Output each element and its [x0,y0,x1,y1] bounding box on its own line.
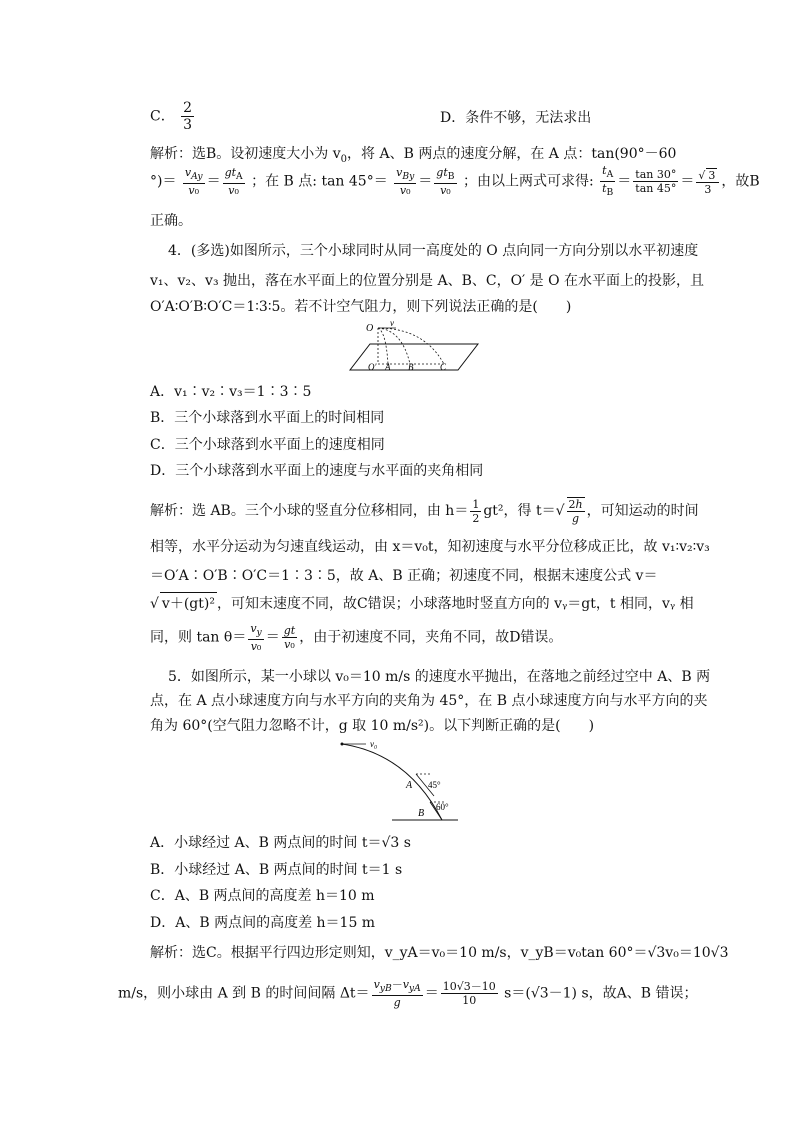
q4-answer-line2: 相等，水平分运动为匀速直线运动，由 x＝v₀t，知初速度与水平分位移成正比，故 v₁∶v₂∶v₃ [150,539,710,555]
q3-answer-line2: °)＝ $\frac{v_{Ay}}{\text{v₀}}$ ＝ $\frac{gt_A}{\text{v₀}}$ ；在 B 点: tan 45°＝ $\frac{v_{By}}{\text{v₀}}$ ＝ $\frac{gt_B}{\text{v₀}}$ ；由以上两式可求得: $\frac{t_A}{t_B}$ ＝ $\frac{\tan 30^\circ}{\tan 45^\circ}$ ＝ $\frac{√ 3}{3}$ ，故B [150,164,760,199]
q5-label-60: 60° [436,802,449,812]
q4-option-b: B．三个小球落到水平面上的时间相同 [150,410,385,426]
q5-figure [330,738,470,826]
q4-trajectory-b [378,328,410,364]
q3-answer-line3: 正确。 [150,213,192,229]
q5-stem-line1: 5．如图所示，某一小球以 v₀＝10 m/s 的速度水平抛出，在落地之前经过空中 A、B 两 [168,669,711,685]
q5-option-c: C．A、B 两点间的高度差 h＝10 m [150,888,375,904]
q5-answer-line1: 解析：选C。根据平行四边形定则知，v_yA＝v₀＝10 m/s，v_yB＝v₀tan 60°＝√3v₀＝10√3 [150,945,729,961]
q4-answer-line1: 解析：选 AB。三个小球的竖直分位移相同，由 h＝ $\frac{1}{2}$ gt²，得 t＝√ $\frac{2h}{g}$ ，可知运动的时间 [150,497,699,525]
q5-label-v0: v₀ [370,739,378,749]
q5-option-a: A．小球经过 A、B 两点间的时间 t＝√3 s [150,835,411,851]
q4-stem-line3: O′A∶O′B∶O′C＝1∶3∶5。若不计空气阻力，则下列说法正确的是( ) [150,299,572,315]
q4-label-a: A [385,362,391,372]
q3-option-c-fraction: $\frac{2}{3}$ [183,100,193,133]
q4-answer-line5: 同，则 tan θ＝ $\frac{v_y}{\text{v₀}}$ ＝ $\frac{gt}{\text{v₀}}$ ，由于初速度不同，夹角不同，故D错误。 [150,622,563,654]
q5-answer-line2: m/s，则小球由 A 到 B 的时间间隔 Δt＝ $\frac{v_{yB}-v_{yA}}{g}$ ＝ $\frac{10√3-10}{10}$ s＝(√3－1) s，故A、B 错误； [118,978,698,1010]
q4-option-d: D．三个小球落到水平面上的速度与水平面的夹角相同 [150,463,484,479]
q4-label-b: B [408,362,414,372]
q5-stem-line3: 角为 60°(空气阻力忽略不计，g 取 10 m/s²)。以下判断正确的是( ) [150,718,595,734]
q4-answer-line4: √ v＋(gt)² ，可知末速度不同，故C错误；小球落地时竖直方向的 vᵧ＝gt，t 相同，vᵧ 相 [150,592,694,613]
q4-label-oprime: O′ [368,362,377,372]
q5-trajectory [342,744,442,820]
q5-label-b: B [418,808,425,819]
q4-trajectory-a [378,328,388,364]
q5-option-b: B．小球经过 A、B 两点间的时间 t＝1 s [150,862,403,878]
q4-label-c: C [440,362,447,372]
q4-answer-line3: ＝O′A∶O′B∶O′C＝1∶3∶5，故 A、B 正确；初速度不同，根据末速度公式 v＝ [150,568,658,584]
q4-option-c: C．三个小球落到水平面上的速度相同 [150,437,385,453]
q3-answer-line1: 解析：选B。设初速度大小为 $v_0$，将 A、B 两点的速度分解，在 A 点：tan(90°－60 [150,146,677,165]
q5-label-a: A [406,780,413,791]
q5-label-45: 45° [428,780,441,790]
q4-figure [340,318,480,374]
q5-stem-line2: 点，在 A 点小球速度方向与水平方向的夹角为 45°，在 B 点小球速度方向与水平方向的夹 [150,693,708,709]
q5-option-d: D．A、B 两点间的高度差 h＝15 m [150,915,376,931]
q4-stem-line2: v₁、v₂、v₃ 抛出，落在水平面上的位置分别是 A、B、C，O′ 是 O 在水平面上的投影，且 [150,273,705,289]
q4-label-v: v [390,318,394,328]
q3-option-d: D．条件不够，无法求出 [440,110,592,126]
q4-stem-line1: 4．(多选)如图所示，三个小球同时从同一高度处的 O 点向同一方向分别以水平初速度 [168,243,699,259]
q4-label-o: O [366,323,374,334]
q3-option-c: C． $\frac{2}{3}$ [150,100,193,133]
q4-option-a: A．v₁∶v₂∶v₃＝1∶3∶5 [150,384,312,400]
